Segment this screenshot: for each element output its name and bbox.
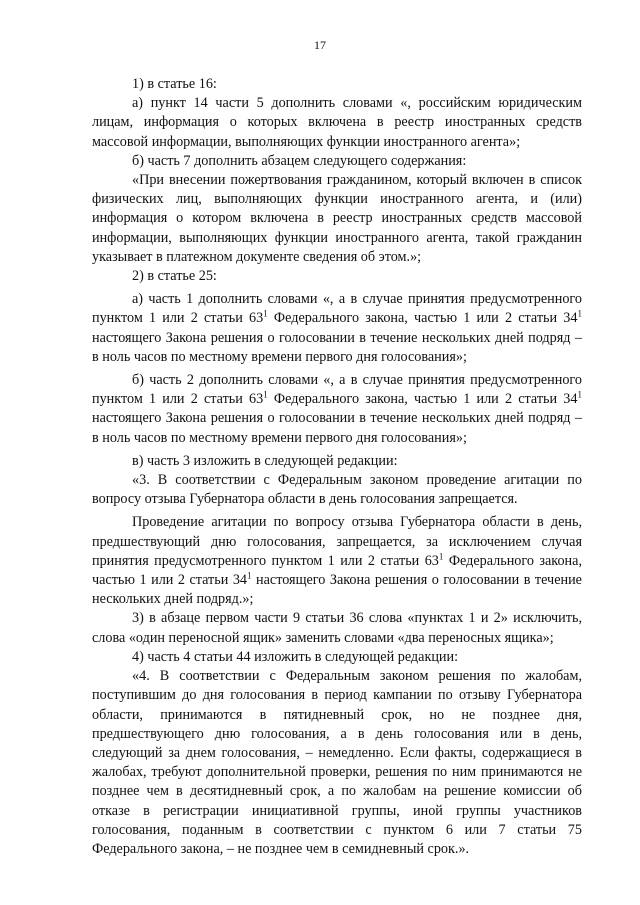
paragraph-44-quote: «4. В соответствии с Федеральным законом решения по жалобам, поступившим до дня голосования в период кампании по отзыву Губернатора области, принимаются в пятидневный срок, но не позднее дня, предшествующего дню голосования, а в день голосования или в день, следующий за днем голосования, – немедленно. Если факты, содержащиеся в жалобах, требуют дополнительной проверки, решения по ним принимаются не позднее чем в десятидневный срок, а по жалобам на решение комиссии об отказе в регистрации инициативной группы, иной группы участников голосования, поданным в соответствии с пунктом 6 или 7 статьи 75 Федерального закона, – не позднее чем в семидневный срок.». xyxy=(92,668,582,857)
paragraph-25v: в) часть 3 изложить в следующей редакции: xyxy=(132,452,398,469)
superscript-ref: 1 xyxy=(577,389,582,400)
paragraph-25b-text-3: настоящего Закона решения о голосовании в течение нескольких дней подряд – в ноль часов по местному времени первого дня голосования»; xyxy=(92,410,582,446)
superscript-ref: 1 xyxy=(438,551,444,562)
paragraph-25a-text-3: настоящего Закона решения о голосовании в течение нескольких дней подряд – в ноль часов по местному времени первого дня голосования»; xyxy=(92,329,582,365)
paragraph-25v-quote: «3. В соответствии с Федеральным законом проведение агитации по вопросу отзыва Губернатора области в день голосования запрещается. xyxy=(92,472,582,508)
page-number: 17 xyxy=(314,38,326,52)
document-body xyxy=(92,75,582,859)
paragraph-16b-quote: «При внесении пожертвования гражданином, который включен в список физических лиц, выполняющих функции иностранного агента, и (или) информация о котором включена в реестр иностранных средств массовой информации, выполняющих функции иностранного агента, такой гражданин указывает в платежном документе сведения об этом.»; xyxy=(92,172,582,265)
paragraph-16b: б) часть 7 дополнить абзацем следующего содержания: xyxy=(132,152,467,169)
paragraph-25a-text-1: а) часть 1 дополнить словами «, а в случае принятия предусмотренного пунктом 1 или 2 статьи 63 xyxy=(92,291,582,327)
superscript-ref: 1 xyxy=(247,570,252,581)
paragraph-25v-text-1: Проведение агитации по вопросу отзыва Губернатора области в день, предшествующий дню голосования, запрещается, за исключением случая принятия предусмотренного пунктом 1 или 2 статьи 63 xyxy=(92,514,582,569)
paragraph-25a-text-2: Федерального закона, частью 1 или 2 статьи 34 xyxy=(267,310,578,327)
paragraph-article-36: 3) в абзаце первом части 9 статьи 36 слова «пунктах 1 и 2» исключить, слова «один переносной ящик» заменить словами «два переносных ящика»; xyxy=(92,610,582,646)
paragraph-16a: а) пункт 14 части 5 дополнить словами «, российским юридическим лицам, информация о которых включена в реестр иностранных средств массовой информации, выполняющих функции иностранного агента»; xyxy=(92,95,582,150)
paragraph-article-16: 1) в статье 16: xyxy=(132,76,217,92)
paragraph-25v-text-2: Федерального закона, частью 1 или 2 статьи 34 xyxy=(92,552,582,589)
paragraph-25a xyxy=(92,290,582,367)
superscript-ref: 1 xyxy=(263,308,268,319)
paragraph-article-25: 2) в статье 25: xyxy=(132,268,217,285)
paragraph-25v-text-3: настоящего Закона решения о голосовании в течение нескольких дней подряд.»; xyxy=(92,572,582,608)
superscript-ref: 1 xyxy=(577,308,582,319)
paragraph-article-44: 4) часть 4 статьи 44 изложить в следующей редакции: xyxy=(132,648,459,665)
paragraph-25b xyxy=(92,371,582,448)
paragraph-25b-text-1: б) часть 2 дополнить словами «, а в случае принятия предусмотренного пунктом 1 или 2 статьи 63 xyxy=(92,372,582,408)
paragraph-25v-quote-cont xyxy=(92,513,582,609)
paragraph-25b-text-2: Федерального закона, частью 1 или 2 статьи 34 xyxy=(267,391,578,408)
superscript-ref: 1 xyxy=(263,389,268,400)
